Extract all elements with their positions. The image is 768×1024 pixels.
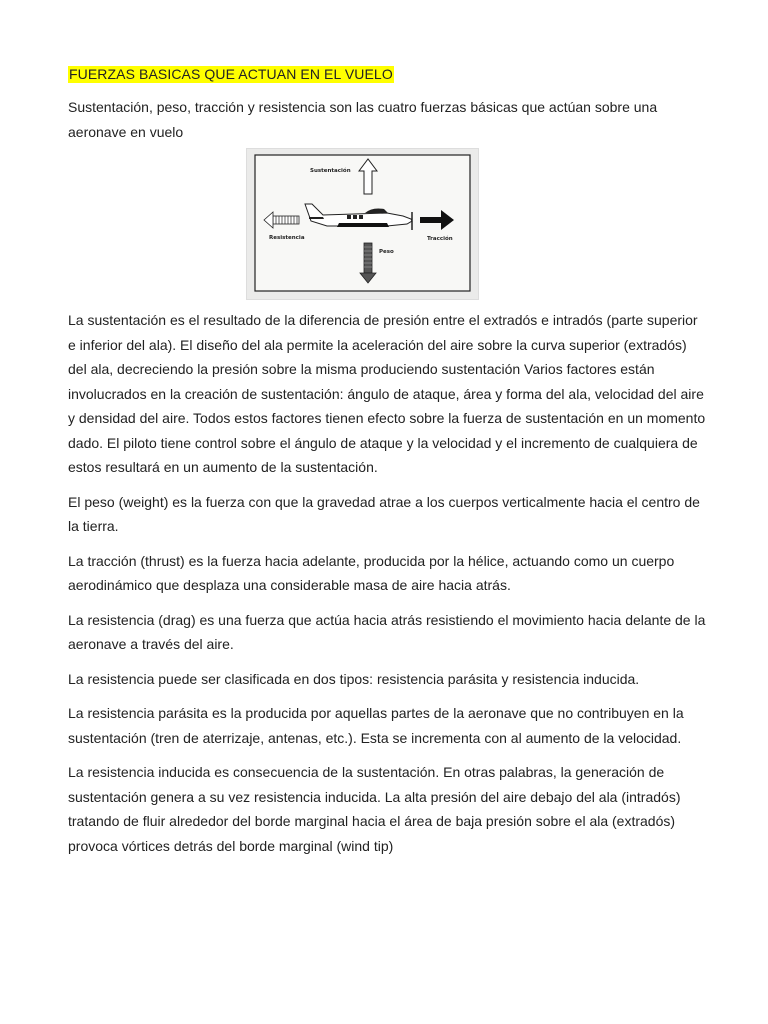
forces-diagram [246,148,479,300]
paragraph-induced-drag: La resistencia inducida es consecuencia de la sustentación. En otras palabras, la generación de sustentación genera a su vez resistencia inducida. La alta presión del aire debajo del ala (intradós) tratando de fluir alrededor del borde marginal hacia el área de baja presión sobre el ala (extradós) provoca vórtices detrás del borde marginal (wind tip) [68,764,681,854]
paragraph-weight: El peso (weight) es la fuerza con que la gravedad atrae a los cuerpos verticalmente hacia el centro de la tierra. [68,493,700,534]
paragraph-thrust: La tracción (thrust) es la fuerza hacia adelante, producida por la hélice, actuando como un cuerpo aerodinámico que desplaza una considerable masa de aire hacia atrás. [68,552,675,593]
figure-container [68,148,708,304]
document-title: FUERZAS BASICAS QUE ACTUAN EN EL VUELO [69,66,393,82]
thrust-label: Tracción [427,236,453,242]
paragraph-drag: La resistencia (drag) es una fuerza que actúa hacia atrás resistiendo el movimiento hacia delante de la aeronave a través del aire. [68,611,706,652]
paragraph-parasite-drag: La resistencia parásita es la producida por aquellas partes de la aeronave que no contribuyen en la sustentación (tren de aterrizaje, antenas, etc.). Esta se incrementa con al aumento de la velocidad. [68,705,684,746]
lift-label: Sustentación [310,168,351,174]
paragraph-drag-types: La resistencia puede ser clasificada en dos tipos: resistencia parásita y resistencia inducida. [68,670,640,687]
weight-label: Peso [379,249,394,255]
forces-diagram-svg [247,149,478,299]
paragraph-lift: La sustentación es el resultado de la diferencia de presión entre el extradós e intradós (parte superior e inferior del ala). El diseño del ala permite la aceleración del aire sobre la curva superior (extradós) del ala, decreciendo la presión sobre la misma produciendo sustentación Varios factores están involucrados en la creación de sustentación: ángulo de ataque, área y forma del ala, velocidad del aire y densidad del aire. Todos estos factores tienen efecto sobre la fuerza de sustentación en un momento dado. El piloto tiene control sobre el ángulo de ataque y la velocidad y el incremento de cualquiera de estos resultará en un aumento de la sustentación. [68,312,706,475]
intro-paragraph: Sustentación, peso, tracción y resistencia son las cuatro fuerzas básicas que actúan sobre una aeronave en vuelo [68,99,658,140]
drag-label: Resistencia [269,235,305,241]
